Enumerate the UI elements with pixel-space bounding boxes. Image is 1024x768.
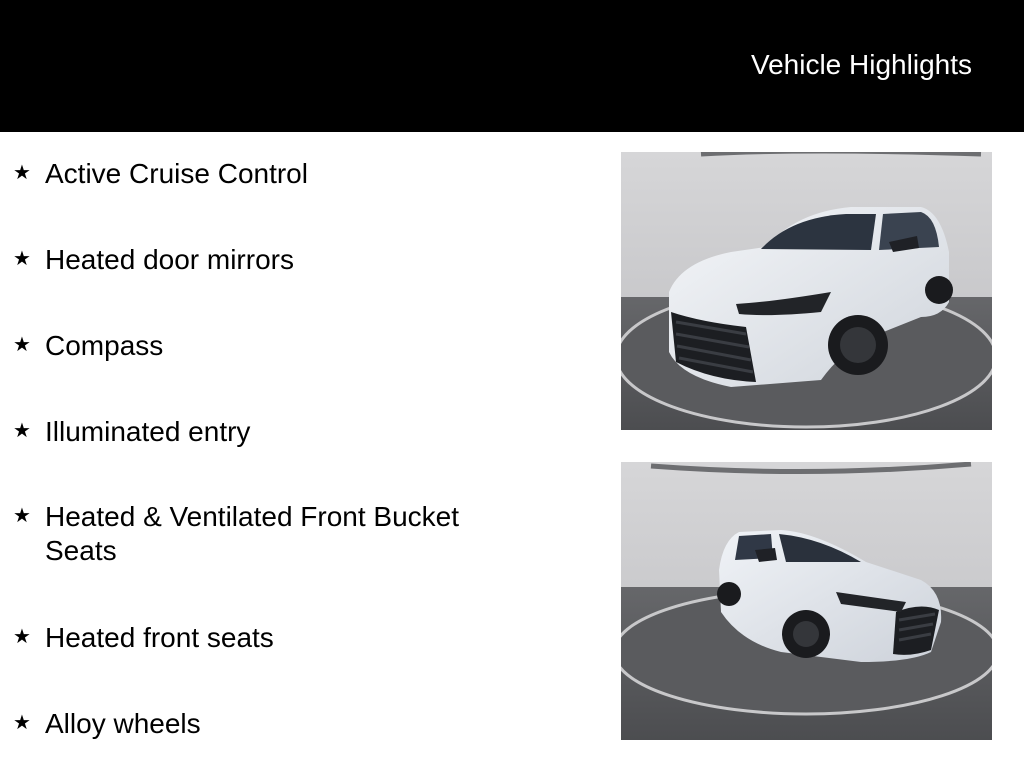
vehicle-photo-front-image	[621, 152, 992, 430]
feature-label: Heated & Ventilated Front Bucket Seats	[45, 501, 460, 566]
feature-label: Active Cruise Control	[45, 158, 308, 189]
star-icon: ★	[13, 626, 31, 648]
feature-label: Compass	[45, 330, 164, 361]
star-icon: ★	[13, 505, 31, 527]
list-item	[10, 621, 510, 655]
list-item	[10, 329, 510, 363]
list-item	[10, 415, 510, 449]
list-item	[10, 500, 510, 568]
feature-label: Illuminated entry	[45, 416, 251, 447]
list-item	[10, 707, 510, 741]
feature-label: Heated door mirrors	[45, 244, 294, 275]
star-icon: ★	[13, 712, 31, 734]
star-icon: ★	[13, 420, 31, 442]
star-icon: ★	[13, 334, 31, 356]
vehicle-photo-side	[621, 462, 992, 740]
vehicle-photo-front	[621, 152, 992, 430]
feature-label: Alloy wheels	[45, 708, 201, 739]
list-item	[10, 157, 510, 191]
vehicle-photo-side-image	[621, 462, 992, 740]
star-icon: ★	[13, 162, 31, 184]
star-icon: ★	[13, 248, 31, 270]
page-title: Vehicle Highlights	[750, 49, 972, 80]
list-item	[10, 243, 510, 277]
feature-label: Heated front seats	[45, 622, 274, 653]
header-bar	[0, 0, 1024, 132]
